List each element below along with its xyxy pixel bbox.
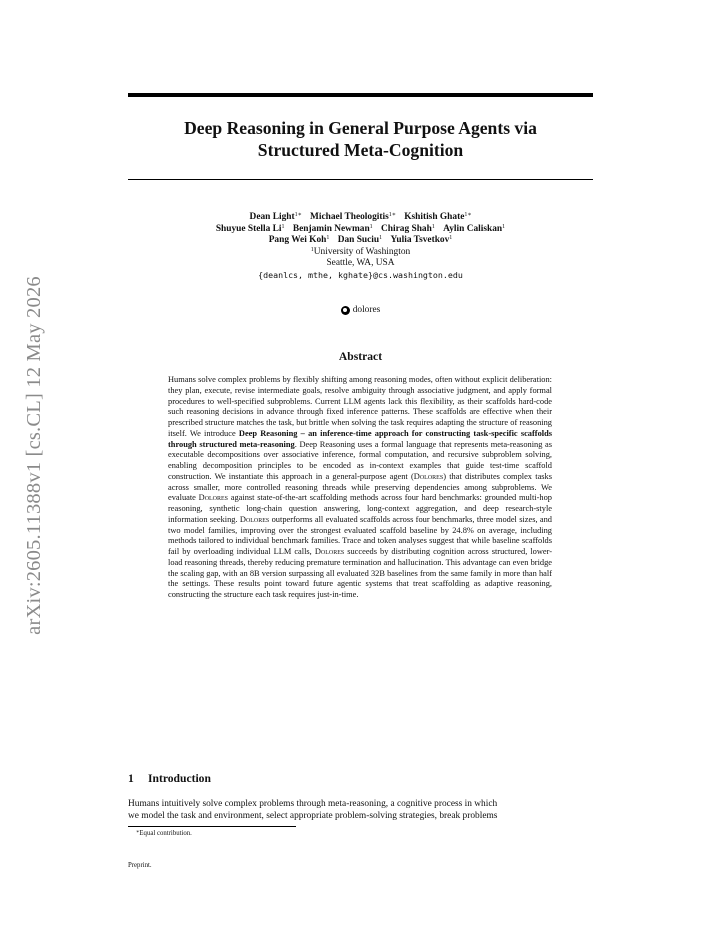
- github-icon: [341, 306, 350, 315]
- abstract-bold-claim: Deep Reasoning – an inference-time approach for constructing task-specific scaffolds through structured meta-reasoning: [168, 428, 553, 449]
- code-repository-link[interactable]: [128, 305, 593, 315]
- introduction-line-1: Humans intuitively solve complex problems through meta-reasoning, a cognitive process in which: [128, 799, 498, 809]
- email-address[interactable]: {deanlcs, mthe, kghate}@cs.washington.edu: [258, 269, 463, 280]
- author-name: Michael Theologitis$^{1∗}$: [310, 212, 396, 222]
- system-name: Dolores: [198, 493, 229, 503]
- footnote-text: Equal contribution.: [139, 830, 192, 837]
- system-name: Dolores: [314, 547, 345, 556]
- author-name: Kshitish Ghate$^{1∗}$: [404, 212, 472, 222]
- paper-title: [128, 117, 593, 161]
- author-name: Yulia Tsvetkov$^1$: [390, 235, 453, 246]
- paper-title-line-2: Structured Meta-Cognition: [257, 140, 464, 160]
- author-line-2: [128, 224, 593, 236]
- location: Seattle, WA, USA: [326, 258, 395, 269]
- author-name: Chirag Shah$^1$: [381, 223, 435, 234]
- introduction-line-2: we model the task and environment, select appropriate problem-solving strategies, break problems: [128, 810, 498, 821]
- introduction-heading: [128, 772, 211, 785]
- system-name: Dolores: [239, 514, 270, 524]
- footnote-rule: [128, 826, 296, 827]
- title-top-rule: [128, 93, 593, 97]
- section-title: Introduction: [148, 772, 211, 785]
- preprint-label: Preprint.: [128, 862, 152, 869]
- introduction-text: [128, 799, 593, 822]
- abstract-text: Humans solve complex problems by flexibly shifting among reasoning modes, often without explicit deliberation: they plan, execute, revise intermediate goals, resolve ambiguity through associative judgment, and apply formal procedures to well-specified subproblems. Current LLM agents lack this flexibility, as their scaffolds hard-code such reasoning decisions in advance through fixed inference patterns. These scaffolds are effective when their prescribed structure matches the task, but brittle when solving the task requires adapting the structure of reasoning itself. We introduce Deep Reasoning – an inference-time approach for constructing task-specific scaffolds through structured meta-reasoning. Deep Reasoning uses a formal language that represents meta-reasoning as executable decompositions over associative inference, formal computation, and recursive subproblem solving, enabling decomposition principles to be encoded as in-context examples that guide test-time scaffold construction. We instantiate this approach in a general-purpose agent (Dolores) that distributes complex tasks across smaller, more controlled reasoning threads while preserving dependencies among subproblems. We evaluate Dolores against state-of-the-art scaffolding methods across four hard benchmarks: grounded multi-hop reasoning, synthetic long-chain question answering, long-context aggregation, and deep research-style information seeking. Dolores outperforms all evaluated scaffolds across four benchmarks, three model sizes, and two model families, improving over the strongest evaluated scaffold baseline by 24.8% on average, including methods tailored to individual benchmark families. Trace and token analyses suggest that while baseline scaffolds fail by overloading individual LLM calls, Dolores succeeds by distributing cognition across structured, lower-load reasoning threads, thereby reducing premature termination and hallucination. This advantage can even bridge the scaling gap, with an 8B version surpassing all evaluated 32B baselines from the same family in more than half the settings. These results point toward future agentic systems that treat scaffolding as adaptive reasoning, constructing the structure each task requires just-in-time.: [168, 375, 553, 599]
- author-name: Aylin Caliskan$^1$: [443, 223, 506, 234]
- author-line-1: [128, 212, 593, 224]
- section-number: 1: [128, 772, 134, 785]
- affiliation: $^1$University of Washington: [310, 246, 411, 257]
- author-name: Pang Wei Koh$^1$: [268, 235, 330, 246]
- title-bottom-rule: [128, 179, 593, 180]
- author-name: Shuyue Stella Li$^1$: [215, 223, 285, 234]
- arxiv-identifier-text: arXiv:2605.11388v1 [cs.CL] 12 May 2026: [22, 275, 45, 635]
- abstract-heading: Abstract: [338, 350, 383, 363]
- author-block: [128, 212, 593, 282]
- author-name: Dean Light$^{1∗}$: [249, 212, 302, 222]
- repository-label[interactable]: dolores: [352, 305, 381, 315]
- footnote: [136, 830, 192, 837]
- author-name: Benjamin Newman$^1$: [292, 223, 373, 234]
- system-name: Dolores: [413, 471, 444, 481]
- author-line-3: [128, 235, 593, 247]
- author-name: Dan Suciu$^1$: [337, 235, 383, 246]
- paper-title-line-1: Deep Reasoning in General Purpose Agents via: [184, 118, 537, 138]
- footnote-mark: ∗: [136, 830, 140, 835]
- arxiv-identifier: [14, 260, 54, 650]
